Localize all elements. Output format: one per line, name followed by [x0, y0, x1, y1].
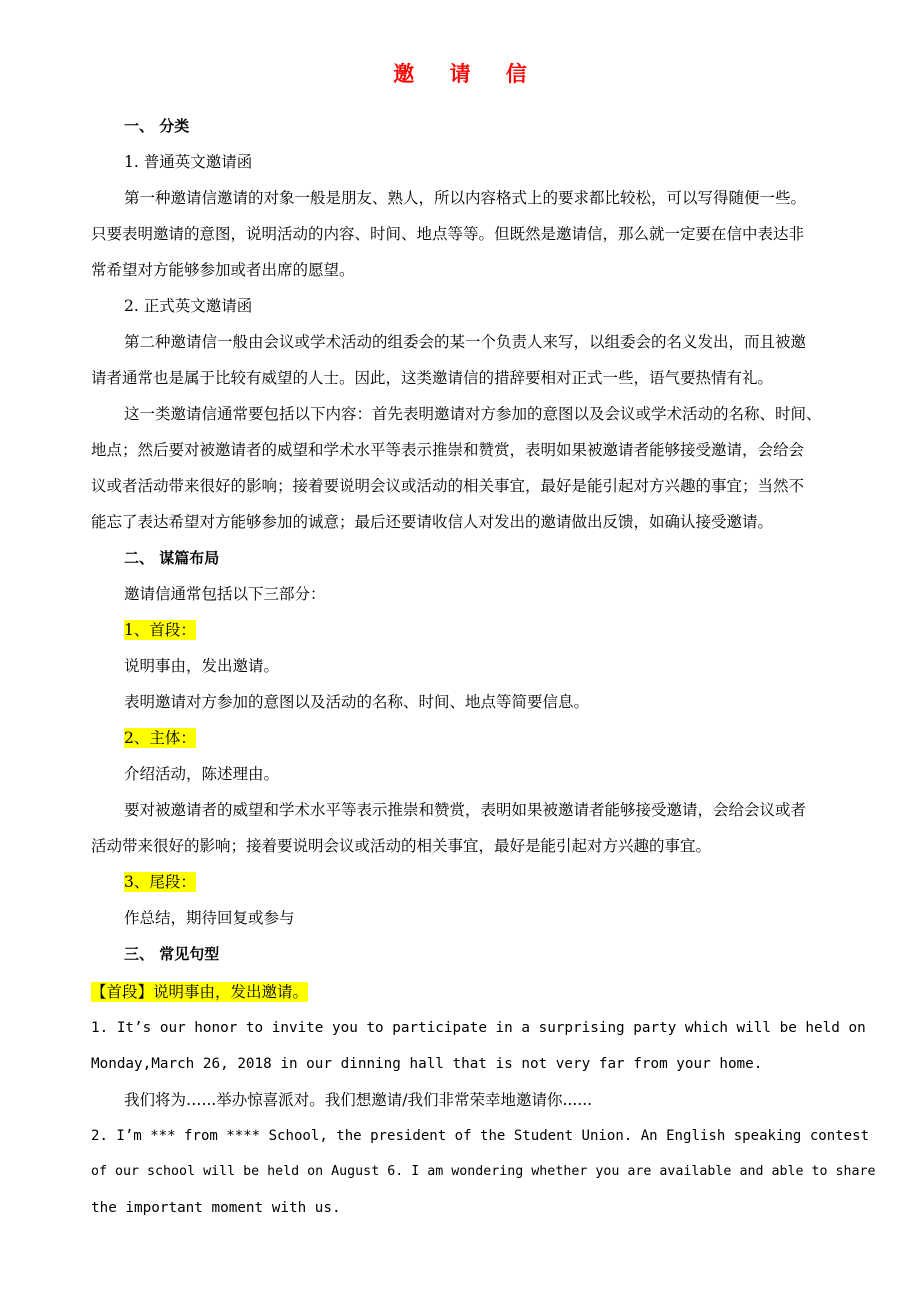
first-paragraph-label: 【首段】说明事由，发出邀请。	[91, 983, 309, 1001]
part2-label: 2、主体：	[124, 729, 196, 747]
example-line: Monday,March 26, 2018 in our dinning hall that is not very far from your home.	[91, 1056, 763, 1072]
example-line: the important moment with us.	[91, 1200, 341, 1216]
paragraph-line: 表明邀请对方参加的意图以及活动的名称、时间、地点等简要信息。	[124, 693, 590, 711]
paragraph-line: 第一种邀请信邀请的对象一般是朋友、熟人，所以内容格式上的要求都比较松，可以写得随便一些。	[124, 189, 807, 207]
section2-intro: 邀请信通常包括以下三部分：	[124, 585, 326, 603]
paragraph-line: 议或者活动带来很好的影响；接着要说明会议或活动的相关事宜，最好是能引起对方兴趣的事宜；当然不	[91, 477, 805, 495]
page-title: 邀 请 信	[393, 61, 541, 86]
item2-label: 2. 正式英文邀请函	[124, 297, 253, 315]
paragraph-line: 这一类邀请信通常要包括以下内容：首先表明邀请对方参加的意图以及会议或学术活动的名称、时间、	[124, 405, 822, 423]
paragraph-line: 只要表明邀请的意图，说明活动的内容、时间、地点等等。但既然是邀请信，那么就一定要在信中表达非	[91, 225, 805, 243]
paragraph-line: 作总结，期待回复或参与	[124, 909, 295, 927]
paragraph-line: 地点；然后要对被邀请者的威望和学术水平等表示推崇和赞赏，表明如果被邀请者能够接受邀请，会给会	[91, 441, 805, 459]
section2-heading: 二、 谋篇布局	[124, 549, 220, 567]
example-translation: 我们将为…...举办惊喜派对。我们想邀请/我们非常荣幸地邀请你......	[124, 1091, 593, 1109]
section3-heading: 三、 常见句型	[124, 945, 220, 963]
part3-label: 3、尾段：	[124, 873, 196, 891]
item1-label: 1. 普通英文邀请函	[124, 153, 253, 171]
paragraph-line: 常希望对方能够参加或者出席的愿望。	[91, 261, 355, 279]
paragraph-line: 介绍活动，陈述理由。	[124, 765, 280, 783]
example-line: of our school will be held on August 6. I am wondering whether you are available and able to share	[91, 1164, 876, 1179]
paragraph-line: 能忘了表达希望对方能够参加的诚意；最后还要请收信人对发出的邀请做出反馈，如确认接受邀请。	[91, 513, 774, 531]
example-line: 2. I’m *** from **** School, the president of the Student Union. An English speaking contest	[91, 1128, 870, 1144]
paragraph-line: 第二种邀请信一般由会议或学术活动的组委会的某一个负责人来写，以组委会的名义发出，而且被邀	[124, 333, 807, 351]
paragraph-line: 说明事由，发出邀请。	[124, 657, 280, 675]
paragraph-line: 要对被邀请者的威望和学术水平等表示推崇和赞赏，表明如果被邀请者能够接受邀请，会给会议或者	[124, 801, 807, 819]
paragraph-line: 请者通常也是属于比较有威望的人士。因此，这类邀请信的措辞要相对正式一些，语气要热情有礼。	[91, 369, 774, 387]
section1-heading: 一、 分类	[124, 117, 190, 135]
paragraph-line: 活动带来很好的影响；接着要说明会议或活动的相关事宜，最好是能引起对方兴趣的事宜。	[91, 837, 712, 855]
part1-label: 1、首段：	[124, 621, 196, 639]
example-line: 1. It’s our honor to invite you to participate in a surprising party which will be held on	[91, 1020, 866, 1036]
